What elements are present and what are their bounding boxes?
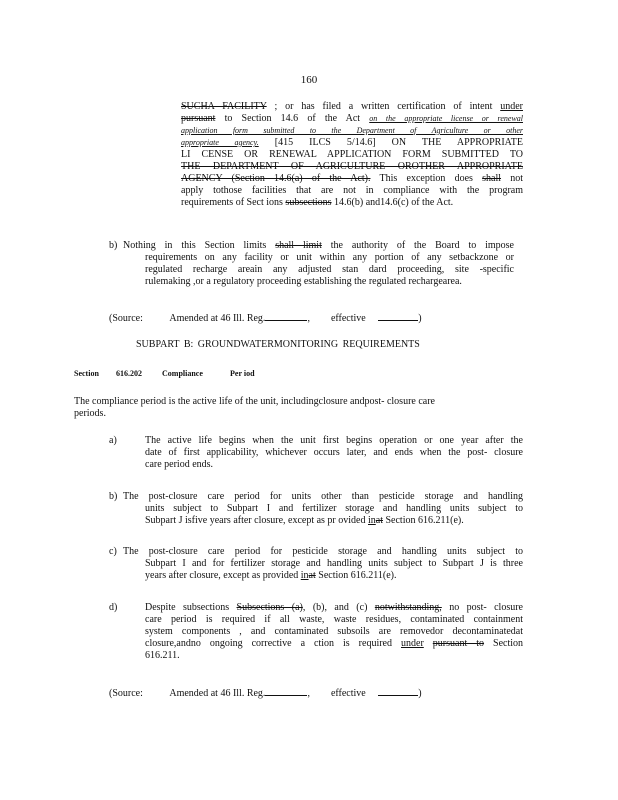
subsection-label: b) — [109, 491, 118, 502]
subsection-label: d) — [109, 602, 118, 613]
source-close: ) — [418, 313, 422, 324]
text-run: subsections — [285, 197, 332, 208]
text-run: LI CENSE OR RENEWAL APPLICATION FORM SUBMITTED TO — [181, 149, 523, 160]
section-label: Section — [74, 369, 99, 378]
text-run: The active life begins when the unit first begins operation or one year after the — [145, 435, 523, 446]
text-line — [123, 546, 523, 558]
text-line — [123, 276, 514, 288]
text-run: The post-closure care period for units other than pesticide storage and handling — [123, 491, 523, 502]
subpart-heading: SUBPART B: GROUNDWATERMONITORING REQUIREMENTS — [136, 339, 420, 350]
source-amended: Amended at 46 Ill. Reg. — [169, 313, 266, 324]
text-run: care period ends. — [145, 459, 214, 470]
text-run: regulated recharge areain any adjusted stan dard proceeding, site -specific — [145, 264, 514, 275]
text-run: requirements of Sect ions — [181, 197, 286, 208]
text-line — [123, 491, 523, 503]
text-run: 616.211. — [145, 650, 180, 661]
text-run: units subject to Subpart I and fertilizer storage and handling units subject to — [145, 503, 523, 514]
text-run: application form submitted to the Department of Agriculture or other — [181, 126, 523, 135]
text-run: Section — [484, 638, 524, 649]
text-run: not — [501, 173, 523, 184]
item-b-label: b) — [109, 240, 118, 251]
text-run: care period is required if all waste, waste residues, contaminated containment — [145, 614, 523, 625]
text-line — [181, 113, 523, 125]
text-run: notwithstanding, — [374, 602, 442, 613]
text-run: Despite subsections — [145, 602, 237, 613]
subsection-text — [145, 435, 523, 471]
text-run: rulemaking ,or a regulatory proceeding establishing the regulated rechargearea. — [145, 276, 462, 287]
text-run: the authority of the Board to impose — [321, 240, 514, 251]
text-run: , (b), and (c) — [302, 602, 375, 613]
text-line — [123, 264, 514, 276]
text-run: AGENCY (Section 14.6(a) of the Act). — [181, 173, 371, 184]
text-run: no post- closure — [441, 602, 523, 613]
compliance-period-intro — [74, 396, 514, 420]
subsection-text — [123, 546, 523, 582]
section-number: 616.202 — [116, 369, 142, 378]
text-line — [123, 515, 523, 527]
text-run: to Section 14.6 of the Act — [215, 113, 370, 124]
source-amended: Amended at 46 Ill. Reg. — [169, 688, 266, 699]
text-run: system components , and contaminated subsoils are removedor decontaminatedat — [145, 626, 523, 637]
text-run: The post-closure care period for pesticide storage and handling units subject to — [123, 546, 523, 557]
source-prefix: (Source: — [109, 688, 143, 699]
text-run: pursuant to — [432, 638, 485, 649]
text-run: date of first applicability, whichever occurs later, and ends when the post- closure — [145, 447, 523, 458]
text-run: in — [367, 515, 376, 526]
nothing-in-section-paragraph — [123, 240, 514, 288]
section-title-cont: Per iod — [230, 369, 255, 378]
text-line — [181, 185, 523, 197]
text-line — [123, 252, 514, 264]
page-number: 160 — [300, 74, 318, 86]
text-run: THE DEPARTMENT OF AGRICULTURE OROTHER APPROPRIATE — [181, 161, 523, 172]
subsection-text — [145, 602, 523, 662]
text-run: Subsections (a) — [236, 602, 303, 613]
text-run: Subpart I and for fertilizer storage and handling units subject to Subpart J is three — [145, 558, 523, 569]
text-run: under — [500, 101, 523, 112]
text-run: closure,andno ongoing corrective a ction is required — [145, 638, 401, 649]
text-run: requirements on any facility or unit within any portion of any setbackzone or — [145, 252, 514, 263]
source-effective: effective — [330, 313, 366, 324]
text-run: at — [308, 570, 316, 581]
section-heading — [74, 368, 255, 380]
text-run: under — [401, 638, 424, 649]
intro-line: The compliance period is the active life of the unit, includingclosure andpost- closure care — [74, 396, 435, 407]
text-run: Section 616.211(e). — [315, 570, 397, 581]
text-line — [145, 626, 523, 638]
text-run: shall — [482, 173, 502, 184]
text-line — [145, 638, 523, 650]
text-run: [415 ILCS 5/14.6] ON THE APPROPRIATE — [258, 137, 524, 148]
text-line — [123, 240, 514, 252]
text-run: years after closure, except as provided — [145, 570, 301, 581]
text-run: at — [375, 515, 383, 526]
section-title: Compliance — [162, 369, 203, 378]
text-line — [145, 435, 523, 447]
text-line — [123, 570, 523, 582]
text-line — [181, 137, 523, 149]
source-prefix: (Source: — [109, 313, 143, 324]
text-line — [181, 173, 523, 185]
text-line — [145, 602, 523, 614]
source-effective: effective — [330, 688, 366, 699]
subsection-label: a) — [109, 435, 117, 446]
text-line — [145, 459, 523, 471]
text-run: pursuant — [181, 113, 216, 124]
exception-paragraph — [181, 101, 523, 209]
text-line — [181, 149, 523, 161]
text-run: Subpart J isfive years after closure, except as pr ovided — [145, 515, 368, 526]
text-run: appropriate agency. — [181, 138, 259, 147]
text-run: This exception does — [370, 173, 483, 184]
subsection-text — [123, 491, 523, 527]
text-run: 14.6(b) and14.6(c) of the Act. — [331, 197, 454, 208]
text-line — [123, 503, 523, 515]
text-run: on the appropriate license or renewal — [369, 114, 523, 123]
text-line — [181, 197, 523, 209]
text-line — [181, 125, 523, 137]
text-run: SUCHA FACILITY — [181, 101, 267, 112]
intro-line: periods. — [74, 408, 106, 419]
text-run: shall limit — [275, 240, 322, 251]
source-close: ) — [418, 688, 422, 699]
text-run: in — [300, 570, 309, 581]
text-line — [181, 161, 523, 173]
text-run: ; or has filed a written certification of intent — [266, 101, 501, 112]
text-run — [424, 638, 433, 649]
text-run: Nothing in this Section limits — [123, 240, 276, 251]
text-line — [145, 614, 523, 626]
source-note-2: (Source: Amended at 46 Ill. Reg. , effective ) — [109, 688, 422, 699]
text-run: apply tothose facilities that are not in compliance with the program — [181, 185, 523, 196]
text-run: Section 616.211(e). — [382, 515, 464, 526]
text-line — [145, 447, 523, 459]
text-line — [123, 558, 523, 570]
text-line — [181, 101, 523, 113]
source-note-1: (Source: Amended at 46 Ill. Reg. , effective ) — [109, 313, 422, 324]
text-line — [145, 650, 523, 662]
subsection-label: c) — [109, 546, 117, 557]
